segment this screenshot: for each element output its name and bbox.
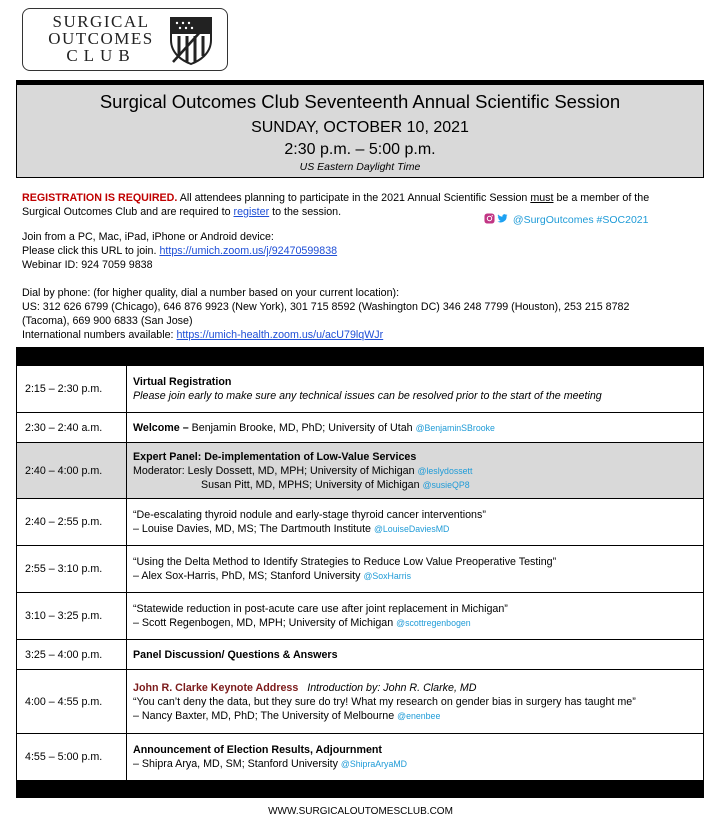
logo-wordmark: SURGICAL OUTCOMES CLUB	[48, 12, 154, 65]
agenda-detail: “Using the Delta Method to Identify Strategies to Reduce Low Value Preoperative Testing” – Alex Sox-Harris, PhD, MS; Stanford University @SoxHarris	[127, 546, 704, 593]
keynote-title: John R. Clarke Keynote Address	[133, 681, 299, 694]
international-numbers-link[interactable]: https://umich-health.zoom.us/u/acU79lqWJr	[176, 329, 384, 341]
agenda-row	[17, 734, 704, 781]
event-date: SUNDAY, OCTOBER 10, 2021	[251, 119, 469, 136]
social-handles	[484, 213, 648, 226]
shield-crest-icon	[165, 14, 217, 66]
agenda-row	[17, 640, 704, 670]
agenda-time: 2:30 – 2:40 a.m.	[17, 413, 127, 443]
agenda-row	[17, 443, 704, 499]
agenda-time: 2:40 – 2:55 p.m.	[17, 499, 127, 546]
agenda-detail: “Statewide reduction in post-acute care use after joint replacement in Michigan” – Scott Regenbogen, MD, MPH; University of Michigan @scottregenbogen	[127, 593, 704, 640]
twitter-handle: @SoxHarris	[363, 571, 412, 581]
twitter-handle: @BenjaminSBrooke	[415, 422, 495, 433]
twitter-handle: @ShipraAryaMD	[340, 759, 408, 769]
agenda-row	[17, 546, 704, 593]
twitter-icon	[497, 213, 508, 224]
twitter-handle: @susieQP8	[422, 479, 470, 490]
twitter-handle: @LouiseDaviesMD	[373, 524, 450, 534]
event-time: 2:30 p.m. – 5:00 p.m.	[284, 141, 436, 158]
agenda-row	[17, 499, 704, 546]
twitter-handle: @scottregenbogen	[396, 618, 471, 628]
register-link[interactable]: register	[233, 206, 270, 218]
agenda-row	[17, 670, 704, 734]
dial-in-info: Dial by phone: (for higher quality, dial a number based on your current location): US: 312 626 6799 (Chicago), 646 876 9923 (New York), 301 715 8592 (Washington DC) 346 248 7799 (Houston), 253 215 8782 (Tacoma), 669 900 6833 (San Jose) International numbers available: https://umich-health.zoom.us/u/acU79lqWJr	[22, 287, 630, 341]
agenda-detail: Panel Discussion/ Questions & Answers	[127, 640, 704, 670]
event-header	[16, 84, 704, 178]
agenda-time: 2:15 – 2:30 p.m.	[17, 366, 127, 413]
twitter-handle: @enenbee	[397, 710, 441, 721]
event-title: Surgical Outcomes Club Seventeenth Annual Scientific Session	[99, 91, 621, 112]
social-text: @SurgOutcomes #SOC2021	[512, 214, 649, 226]
instagram-icon	[484, 213, 495, 224]
agenda-table	[16, 365, 704, 781]
agenda-detail: John R. Clarke Keynote Address Introduction by: John R. Clarke, MD “You can’t deny the data, but they sure do try! What my research on gender bias in surgery has taught me” – Nancy Baxter, MD, PhD; The University of Melbourne @enenbee	[127, 670, 704, 734]
agenda-detail: Expert Panel: De-implementation of Low-Value Services Moderator: Lesly Dossett, MD, MPH; University of Michigan @leslydossett Susan Pitt, MD, MPHS; University of Michigan @susieQP8	[127, 443, 704, 499]
agenda-detail: Announcement of Election Results, Adjournment – Shipra Arya, MD, SM; Stanford University @ShipraAryaMD	[127, 734, 704, 781]
twitter-handle: @leslydossett	[417, 465, 473, 476]
agenda-row	[17, 593, 704, 640]
event-timezone: US Eastern Daylight Time	[299, 161, 421, 173]
agenda-detail: Welcome – Benjamin Brooke, MD, PhD; University of Utah @BenjaminSBrooke	[127, 413, 704, 443]
club-logo	[22, 8, 228, 71]
agenda-row	[17, 413, 704, 443]
agenda-time: 4:00 – 4:55 p.m.	[17, 670, 127, 734]
agenda-row	[17, 366, 704, 413]
agenda-detail: “De-escalating thyroid nodule and early-stage thyroid cancer interventions” – Louise Davies, MD, MS; The Dartmouth Institute @LouiseDaviesMD	[127, 499, 704, 546]
agenda-time: 3:10 – 3:25 p.m.	[17, 593, 127, 640]
registration-notice: REGISTRATION IS REQUIRED. All attendees planning to participate in the 2021 Annual Scientific Session must be a member of the Surgical Outcomes Club and are required to register to the session.	[22, 192, 650, 218]
agenda-bottom-bar	[16, 781, 704, 798]
join-info: Join from a PC, Mac, iPad, iPhone or Android device: Please click this URL to join. https://umich.zoom.us/j/92470599838 Webinar ID: 924 7059 9838	[22, 231, 338, 271]
agenda-time: 3:25 – 4:00 p.m.	[17, 640, 127, 670]
zoom-join-link[interactable]: https://umich.zoom.us/j/92470599838	[159, 245, 338, 257]
agenda-detail: Virtual Registration Please join early to make sure any technical issues can be resolved prior to the start of the meeting	[127, 366, 704, 413]
website-footer: WWW.SURGICALOUTOMESCLUB.COM	[268, 806, 453, 817]
agenda-time: 2:55 – 3:10 p.m.	[17, 546, 127, 593]
agenda-time: 2:40 – 4:00 p.m.	[17, 443, 127, 499]
agenda-top-bar	[16, 347, 704, 365]
agenda-time: 4:55 – 5:00 p.m.	[17, 734, 127, 781]
